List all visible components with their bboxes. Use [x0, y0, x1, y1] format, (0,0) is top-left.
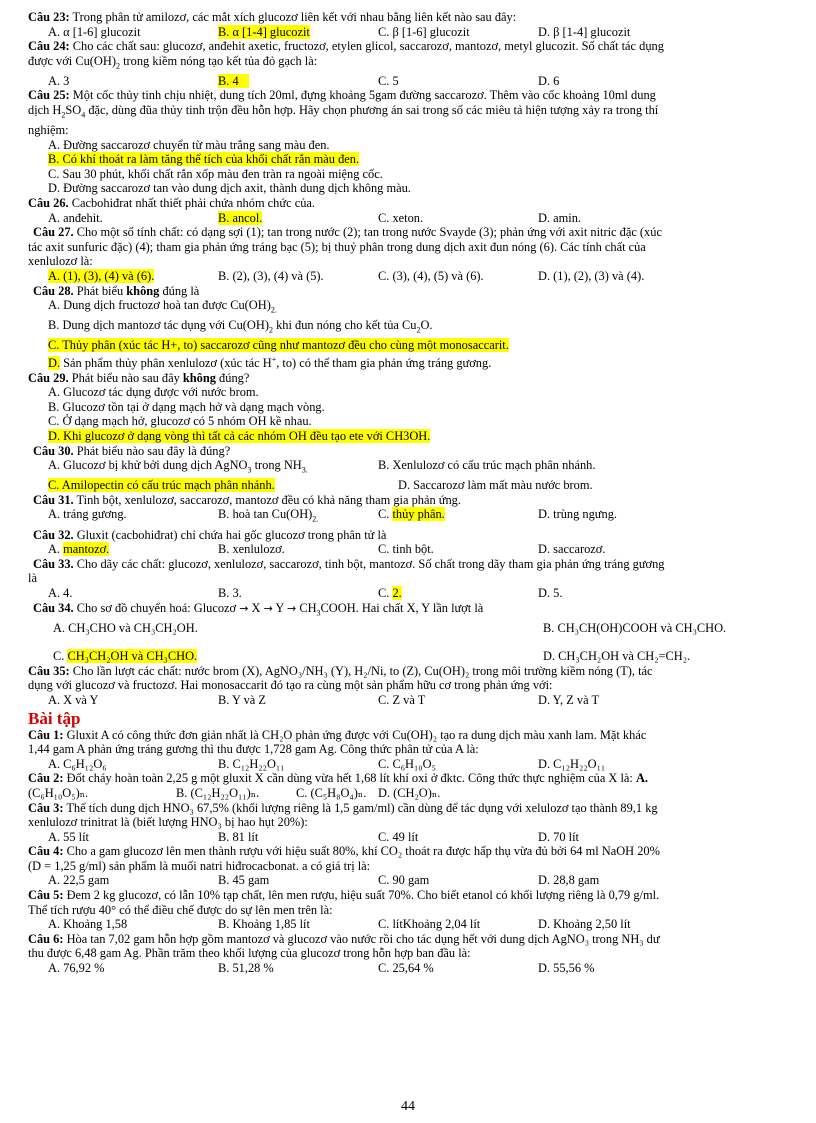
option-d: D. CH₃CH₂OH và CH₂=CH₂. [543, 649, 691, 664]
question-text: Trong phân tử amilozơ, các mắt xích glucozơ liên kết với nhau bằng liên kết nào sau đây: [69, 10, 517, 24]
text: đúng là [159, 283, 200, 298]
option-a: A. Khoảng 1,58 [48, 917, 128, 932]
question-30 [28, 444, 788, 459]
option-c: C. lítKhoảng 2,04 lít [378, 917, 481, 932]
question-number: Câu 29. [28, 370, 69, 385]
question-number: Câu 26. [28, 196, 69, 211]
text: không [182, 370, 216, 385]
exercise-6 [28, 932, 788, 947]
option-b: B. Y và Z [218, 692, 266, 707]
question-25 [28, 88, 788, 103]
text: Cho sơ đồ chuyển hoá: Glucozơ [73, 600, 240, 615]
question-33-line2: là [28, 571, 37, 586]
text: Phát biểu [73, 283, 127, 298]
text: CH [296, 600, 317, 615]
text: đúng? [215, 370, 250, 385]
question-number: Câu 32. [33, 527, 74, 542]
exercise-3-line2: xenlulozơ trinitrat là (biết lượng HNO₃ bị hao hụt 20%): [28, 815, 308, 830]
option-d: D. 70 lít [538, 829, 579, 844]
question-23 [28, 10, 788, 25]
exercise-4 [28, 844, 788, 859]
option-b: B. xenlulozơ. [218, 542, 285, 557]
option-c: C. C₆H₁₀O₅ [378, 756, 436, 771]
question-24-line2: được với $Cu(OH)_2$ trong kiềm nóng tạo kết tủa đỏ gạch là: [28, 53, 318, 71]
question-35-line2: dụng với glucozơ và fructozơ. Hai monosaccarit đó tạo ra cùng một sản phẩm hữu cơ trong phản ứng với: [28, 678, 553, 693]
option-a [48, 542, 218, 557]
option-c [378, 507, 538, 527]
option-d: D. Đường saccarozơ tan vào dung dịch axit, thành dung dịch không màu. [48, 181, 411, 196]
q32-options [28, 542, 788, 557]
option-d-answer: D. Khi glucozơ ở dạng vòng thì tất cả các nhóm OH đều tạo ete với CH3OH. [48, 429, 431, 444]
question-27 [28, 225, 788, 240]
option-a: A. Glucozơ tác dụng được với nước brom. [48, 385, 259, 400]
question-text: Cho các chất sau: glucozơ, anđehit axetic, fructozơ, etylen glicol, saccarozơ, mantozơ, metyl glucozit. Số chất tác dụng [69, 39, 664, 54]
question-number: Câu 33. [33, 556, 74, 571]
q34-options-cd [28, 649, 788, 664]
option-d: D. 55,56 % [538, 961, 595, 976]
exercise-1-line2: 1,44 gam A phản ứng tráng gương thì thu được 1,728 gam Ag. Công thức phân tử của A là: [28, 742, 479, 757]
option-d: D. Y, Z và T [538, 692, 600, 707]
option-c: C. tinh bột. [378, 542, 434, 557]
document-page [28, 10, 788, 976]
option-a: A. anđehit. [48, 210, 103, 225]
bt1-options [28, 757, 788, 772]
option-d: D. 28,8 gam [538, 873, 600, 888]
bt4-options [28, 873, 788, 888]
bt3-options [28, 830, 788, 845]
option-d: D. amin. [538, 210, 582, 225]
question-number: Câu 28. [33, 283, 74, 298]
option-c: C. 49 lít [378, 829, 419, 844]
q34-options-ab [28, 621, 788, 636]
question-34: Câu 34. Cho sơ đồ chuyển hoá: Glucozơ → $X \to Y \to CH_3COOH$. Hai chất X, Y lần lượt là [33, 600, 484, 617]
arrow-icon: → [263, 601, 273, 615]
text: Phát biểu nào sau đây [68, 370, 183, 385]
exercise-6-line2: thu được 6,48 gam Ag. Phần trăm theo khối lượng của glucozơ trong hỗn hợp ban đầu là: [28, 946, 471, 961]
option-a: A. 3 [48, 73, 70, 88]
text: O. [420, 318, 433, 333]
question-number: Câu 6: [28, 931, 64, 946]
question-number: Câu 1: [28, 727, 64, 742]
question-text: Hòa tan 7,02 gam hỗn hợp gồm mantozơ và glucozơ vào nước rồi cho tác dụng hết với dung dịch AgNO₃ trong NH₃ dư [63, 931, 660, 946]
question-27-line2: tác axit sunfuric đặc) (4); tham gia phản ứng tráng bạc (5); bị thuỷ phân trong dung dịch axit đun nóng (6). Các tính chất của [28, 239, 646, 254]
question-35 [28, 664, 788, 679]
text: C. [53, 649, 68, 664]
option-a: A. Dung dịch fructozơ hoà tan được $Cu(OH)_{2.}$ [48, 298, 277, 315]
question-text: Cacbohiđrat nhất thiết phải chứa nhóm chức của. [68, 196, 315, 211]
option-d: D. 5. [538, 585, 563, 600]
question-33 [28, 557, 788, 572]
text: trong NH [251, 458, 302, 473]
text: COOH. Hai chất X, Y lần lượt là [320, 600, 484, 615]
arrow-icon: → [287, 601, 297, 615]
question-31 [28, 493, 788, 508]
text: C. [378, 585, 393, 600]
option-c-answer: thủy phân. [392, 507, 445, 522]
option-c: C. (3), (4), (5) và (6). [378, 269, 484, 284]
option-b: B. CH₃CH(OH)COOH và CH₃CHO. [543, 620, 727, 635]
option-c: C. xeton. [378, 210, 424, 225]
text: Y [272, 600, 288, 615]
option-c [378, 586, 538, 601]
question-number: Câu 3: [28, 800, 64, 815]
q30-options-cd [28, 478, 788, 493]
exercise-5-line2: Thể tích rượu 40° có thể điều chế được do sự lên men trên là: [28, 902, 333, 917]
question-28 [28, 284, 788, 299]
question-25-line3: nghiệm: [28, 123, 69, 138]
option-d: D. saccarozơ. [538, 542, 606, 557]
question-number: Câu 27. [33, 225, 74, 240]
option-d: D. Khoảng 2,50 lít [538, 917, 631, 932]
option-c-answer: CH₃CH₂OH và CH₃CHO. [67, 649, 198, 664]
option-b-answer: B. Có khí thoát ra làm tăng thể tích của khối chất rắn màu đen. [48, 152, 360, 167]
option-c: C. 90 gam [378, 873, 430, 888]
exercise-4-line2: (D = 1,25 g/ml) sản phẩm là muối natri hiđrocacbonat. a có giá trị là: [28, 858, 371, 873]
option-d: D. 6 [538, 73, 560, 88]
option-c-answer: 2. [392, 585, 402, 600]
option-a-answer: mantozơ. [63, 542, 110, 557]
q33-options [28, 586, 788, 601]
option-a: A. 22,5 gam [48, 873, 110, 888]
option-a-answer: A. (1), (3), (4) và (6). [48, 269, 155, 284]
q24-options [28, 74, 788, 89]
q27-options [28, 269, 788, 284]
text: khi đun nóng cho kết tủa Cu [272, 318, 417, 333]
option-b: B. 3. [218, 585, 242, 600]
question-text: Phát biểu nào sau đây là đúng? [73, 443, 231, 458]
option-b: B. (C₁₂H₂₂O₁₁)ₙ. [176, 785, 260, 800]
option-b: B. 81 lít [218, 829, 259, 844]
question-26 [28, 196, 788, 211]
question-number: Câu 30. [33, 443, 74, 458]
text: , to) có thể tham gia phản ứng tráng gương. [276, 356, 492, 371]
option-c: C. Ở dạng mạch hở, glucozơ có 5 nhóm OH kề nhau. [48, 414, 312, 429]
option-a: A. CH₃CHO và CH₃CH₂OH. [53, 620, 198, 635]
option-b: B. Dung dịch mantozơ tác dụng với $Cu(OH)_2$ khi đun nóng cho kết tủa $Cu_2O$. [48, 318, 433, 335]
option-a: A. tráng gương. [48, 507, 127, 522]
option-a: A. C₆H₁₂O₆ [48, 756, 107, 771]
option-d: D. Saccarozơ làm mất màu nước brom. [398, 478, 593, 493]
question-number: Câu 34. [33, 600, 74, 615]
question-number: Câu 4: [28, 844, 64, 859]
q30-options-ab [28, 458, 788, 478]
option-c: C. 25,64 % [378, 961, 434, 976]
question-32 [28, 528, 788, 543]
option-a: A. Glucozơ bị khử bởi dung dịch AgNO$_3$ trong $NH_{3.}$ [48, 458, 308, 475]
question-text: Cho lần lượt các chất: nước brom (X), AgNO₃/NH₃ (Y), H₂/Ni, to (Z), Cu(OH)₂ trong môi trường kiềm nóng (T), tác [69, 663, 653, 678]
option-d: D. β [1-4] glucozit [538, 24, 631, 39]
exercise-3 [28, 801, 788, 816]
option-c: C. 5 [378, 73, 399, 88]
option-b: B. Glucozơ tồn tại ở dạng mạch hở và dạng mạch vòng. [48, 399, 325, 414]
option-a: A. X và Y [48, 692, 99, 707]
text: D. [48, 356, 61, 371]
option-a: (C₆H₁₀O₅)ₙ. [28, 785, 89, 800]
q35-options [28, 693, 788, 708]
question-number: Câu 25: [28, 88, 70, 103]
exercise-1 [28, 728, 788, 743]
option-a-label: A. [635, 771, 649, 786]
option-c-answer: C. Thủy phân (xúc tác H+, to) saccarozơ cũng như mantozơ đều cho cùng một monosaccarit. [48, 338, 509, 353]
question-25-line2: dịch $H_2SO_4$ đặc, dùng đũa thủy tinh trộn đều hỗn hợp. Hãy chọn phương án sai trong số các miêu tả hiện tượng xảy ra trong thí [28, 103, 659, 120]
text: A. [48, 542, 64, 557]
option-b: B. 45 gam [218, 873, 270, 888]
option-a: A. 4. [48, 585, 73, 600]
question-number: Câu 2: [28, 771, 64, 786]
q31-options [28, 507, 788, 527]
question-number: Câu 31. [33, 492, 74, 507]
text: không [126, 283, 160, 298]
text: dịch H [28, 103, 62, 118]
option-c: C. Sau 30 phút, khối chất rắn xốp màu đen tràn ra ngoài miệng cốc. [48, 166, 383, 181]
option-d: D. Sản phẩm thủy phân xenlulozơ (xúc tác H+, to) có thể tham gia phản ứng tráng gương. [48, 354, 492, 371]
exercise-5 [28, 888, 788, 903]
option-a: A. 76,92 % [48, 961, 105, 976]
option-b-answer: B. α [1-4] glucozit [218, 24, 310, 39]
bt6-options [28, 961, 788, 976]
question-number: Câu 23: [28, 10, 70, 24]
text: trong kiềm nóng tạo kết tủa đỏ gạch là: [119, 53, 318, 68]
option-d: D. (1), (2), (3) và (4). [538, 269, 645, 284]
option-c-answer: C. Amilopectin có cấu trúc mạch phân nhánh. [48, 478, 275, 493]
question-text: Cho một số tính chất: có dạng sợi (1); tan trong nước (2); tan trong nước Svayde (3); phản ứng với axit nitric đặc (xúc [73, 225, 662, 240]
option-d: D. (CH₂O)ₙ. [378, 785, 441, 800]
question-number: Câu 35: [28, 663, 70, 678]
exercises-heading: Bài tập [28, 708, 81, 728]
question-text: Cho dãy các chất: glucozơ, xenlulozơ, saccarozơ, tinh bột, mantozơ. Số chất trong dãy tham gia phản ứng tráng gương [73, 556, 665, 571]
option-b-answer: B. 4 [218, 74, 249, 88]
question-text: Đốt cháy hoàn toàn 2,25 g một gluxit X cần dùng vừa hết 1,68 lít khí oxi ở đktc. Công thức thực nghiệm của X là: [63, 771, 633, 786]
option-c: C. Z và T [378, 692, 426, 707]
question-number: Câu 24: [28, 39, 70, 54]
option-b: B. (2), (3), (4) và (5). [218, 269, 324, 284]
text: A. Dung dịch fructozơ hoà tan được Cu(OH) [48, 298, 271, 313]
question-text: Thể tích dung dịch HNO₃ 67,5% (khối lượng riêng là 1,5 gam/ml) cần dùng để tác dụng với xelulozơ tạo thành 89,1 kg [63, 800, 658, 815]
option-c: C. β [1-6] glucozit [378, 24, 470, 39]
question-24 [28, 39, 788, 54]
q23-options [28, 25, 788, 40]
text: Sản phẩm thủy phân xenlulozơ (xúc tác H [60, 356, 272, 371]
option-b: B. Xenlulozơ có cấu trúc mạch phân nhánh. [378, 458, 596, 473]
text: B. hoà tan Cu(OH) [218, 507, 313, 522]
option-b: B. 51,28 % [218, 961, 274, 976]
text: A. Glucozơ bị khử bởi dung dịch AgNO [48, 458, 248, 473]
bt5-options [28, 917, 788, 932]
text: X [248, 600, 264, 615]
option-d: D. C₁₂H₂₂O₁₁ [538, 756, 606, 771]
option-a: A. 55 lít [48, 829, 89, 844]
question-text: Gluxit (cacbohiđrat) chỉ chứa hai gốc glucozơ trong phân tử là [73, 527, 387, 542]
option-a: A. α [1-6] glucozit [48, 24, 141, 39]
option-b: B. hoà $\tan Cu(OH)_{2.}$ [218, 507, 319, 524]
question-text: Tinh bột, xenlulozơ, saccarozơ, mantozơ đều có khả năng tham gia phản ứng. [73, 492, 461, 507]
bt2-options [28, 786, 788, 801]
option-b: B. Khoảng 1,85 lít [218, 917, 310, 932]
question-number: Câu 5: [28, 888, 64, 903]
text: C. [378, 507, 393, 522]
option-a: A. Đường saccarozơ chuyển từ màu trắng sang màu đen. [48, 137, 330, 152]
exercise-2 [28, 771, 788, 786]
q26-options [28, 211, 788, 226]
page-number: 44 [401, 1099, 415, 1114]
question-text: Đem 2 kg glucozơ, có lẫn 10% tạp chất, lên men rượu, hiệu suất 70%. Cho biết etanol có khối lượng riêng là 0,79 g/ml. [63, 888, 660, 903]
question-text: Một cốc thủy tinh chịu nhiệt, dung tích 20ml, đựng khoảng 5gam đường saccarozơ. Thêm vào cốc khoảng 10ml dung [69, 88, 656, 103]
question-29 [28, 371, 788, 386]
text: B. Dung dịch mantozơ tác dụng với Cu(OH) [48, 318, 269, 333]
text: SO [65, 103, 82, 118]
text: đặc, dùng đũa thủy tinh trộn đều hỗn hợp. Hãy chọn phương án sai trong số các miêu tả hiện tượng xảy ra trong thí [85, 103, 659, 118]
option-b-answer: B. ancol. [218, 210, 263, 225]
option-c: C. (C₅H₈O₄)ₙ. [296, 785, 367, 800]
question-text: Cho a gam glucozơ lên men thành rượu với hiệu suất 80%, khí CO₂ thoát ra được hấp thụ vừa đủ bởi 64 ml NaOH 20% [63, 844, 660, 859]
text: được với Cu(OH) [28, 53, 116, 68]
option-b: B. C₁₂H₂₂O₁₁ [218, 756, 285, 771]
option-c [53, 649, 197, 664]
question-27-line3: xenlulozơ là: [28, 254, 93, 269]
arrow-icon: → [239, 601, 249, 615]
option-d: D. trùng ngưng. [538, 507, 617, 522]
question-text: Gluxit A có công thức đơn giản nhất là CH₂O phản ứng được với Cu(OH)₂ tạo ra dung dịch màu xanh lam. Mặt khác [63, 727, 647, 742]
